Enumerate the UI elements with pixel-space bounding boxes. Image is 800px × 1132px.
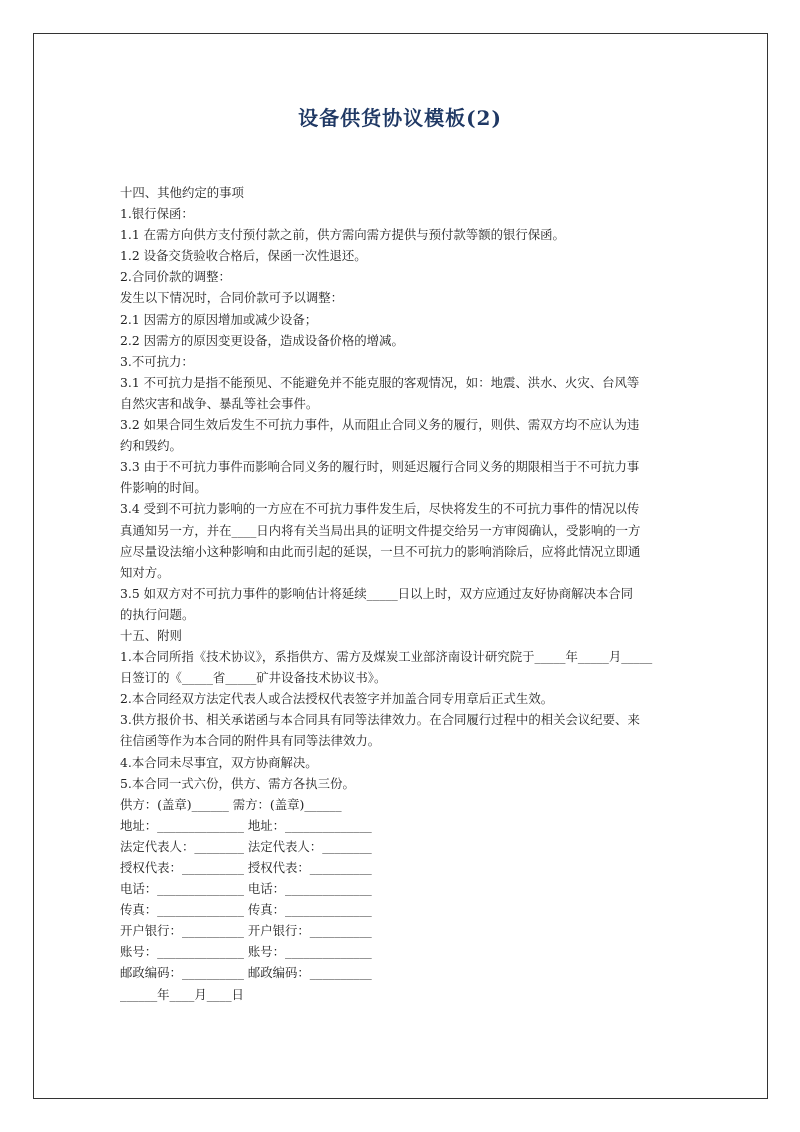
text-line: 3.5 如双方对不可抗力事件的影响估计将延续_____日以上时，双方应通过友好协商解决本合同 [120,585,634,601]
text-line: 3.不可抗力： [120,353,194,369]
document-title: 设备供货协议模板(2) [298,106,502,130]
text-line: 账号：______________ 账号：______________ [120,944,372,960]
text-line: 3.1 不可抗力是指不能预见、不能避免并不能克服的客观情况，如：地震、洪水、火灾、台风等 [120,374,640,390]
text-line: 3.2 如果合同生效后发生不可抗力事件，从而阻止合同义务的履行，则供、需双方均不应认为违 [120,417,640,433]
text-line: 应尽量设法缩小这种影响和由此而引起的延误，一旦不可抗力的影响消除后，应将此情况立即通 [120,543,641,559]
text-line: 邮政编码：__________ 邮政编码：__________ [120,965,372,981]
text-line: 件影响的时间。 [120,480,207,496]
text-line: 1.银行保函： [120,206,194,222]
text-line: 2.本合同经双方法定代表人或合法授权代表签字并加盖合同专用章后正式生效。 [120,691,554,707]
text-line: 传真：______________ 传真：______________ [120,902,372,918]
text-line: 电话：______________ 电话：______________ [120,881,372,897]
text-line: 十五、附则 [120,627,182,643]
text-line: 十四、其他约定的事项 [120,185,244,200]
text-line: 4.本合同未尽事宜，双方协商解决。 [120,754,318,770]
text-line: 3.供方报价书、相关承诺函与本合同具有同等法律效力。在合同履行过程中的相关会议纪要、来 [120,712,640,728]
text-line: 地址：______________ 地址：______________ [120,817,372,833]
text-line: 1.1 在需方向供方支付预付款之前，供方需向需方提供与预付款等额的银行保函。 [120,227,565,243]
text-line: 2.合同价款的调整： [120,269,231,285]
text-line: 3.4 受到不可抗力影响的一方应在不可抗力事件发生后，尽快将发生的不可抗力事件的情况以传 [120,501,640,517]
text-line: 的执行问题。 [120,606,195,622]
text-line: 知对方。 [120,564,170,580]
text-line: 1.本合同所指《技术协议》，系指供方、需方及煤炭工业部济南设计研究院于_____年_____月_____ [120,649,653,665]
text-line: 开户银行：__________ 开户银行：__________ [120,923,372,939]
text-line: 授权代表：__________ 授权代表：__________ [120,860,372,875]
text-line: 约和毁约。 [120,438,182,454]
text-line: 日签订的《_____省_____矿井设备技术协议书》。 [120,670,387,686]
text-line: 2.2 因需方的原因变更设备，造成设备价格的增减。 [120,332,404,348]
text-line: 真通知另一方，并在____日内将有关当局出具的证明文件提交给另一方审阅确认，受影响的一方 [120,522,641,538]
text-line: ______年____月____日 [120,986,244,1002]
text-line: 3.3 由于不可抗力事件而影响合同义务的履行时，则延迟履行合同义务的期限相当于不可抗力事 [120,459,640,475]
text-line: 供方：(盖章)______ 需方：(盖章)______ [120,796,342,812]
text-line: 2.1 因需方的原因增加或减少设备； [120,311,318,327]
text-line: 发生以下情况时，合同价款可予以调整： [120,290,344,306]
document-body [120,182,685,1005]
text-line: 自然灾害和战争、暴乱等社会事件。 [120,395,319,411]
text-line: 往信函等作为本合同的附件具有同等法律效力。 [120,733,381,749]
text-line: 法定代表人：________ 法定代表人：________ [120,838,372,854]
text-line: 5.本合同一式六份，供方、需方各执三份。 [120,775,355,791]
text-line: 1.2 设备交货验收合格后，保函一次性退还。 [120,248,367,264]
